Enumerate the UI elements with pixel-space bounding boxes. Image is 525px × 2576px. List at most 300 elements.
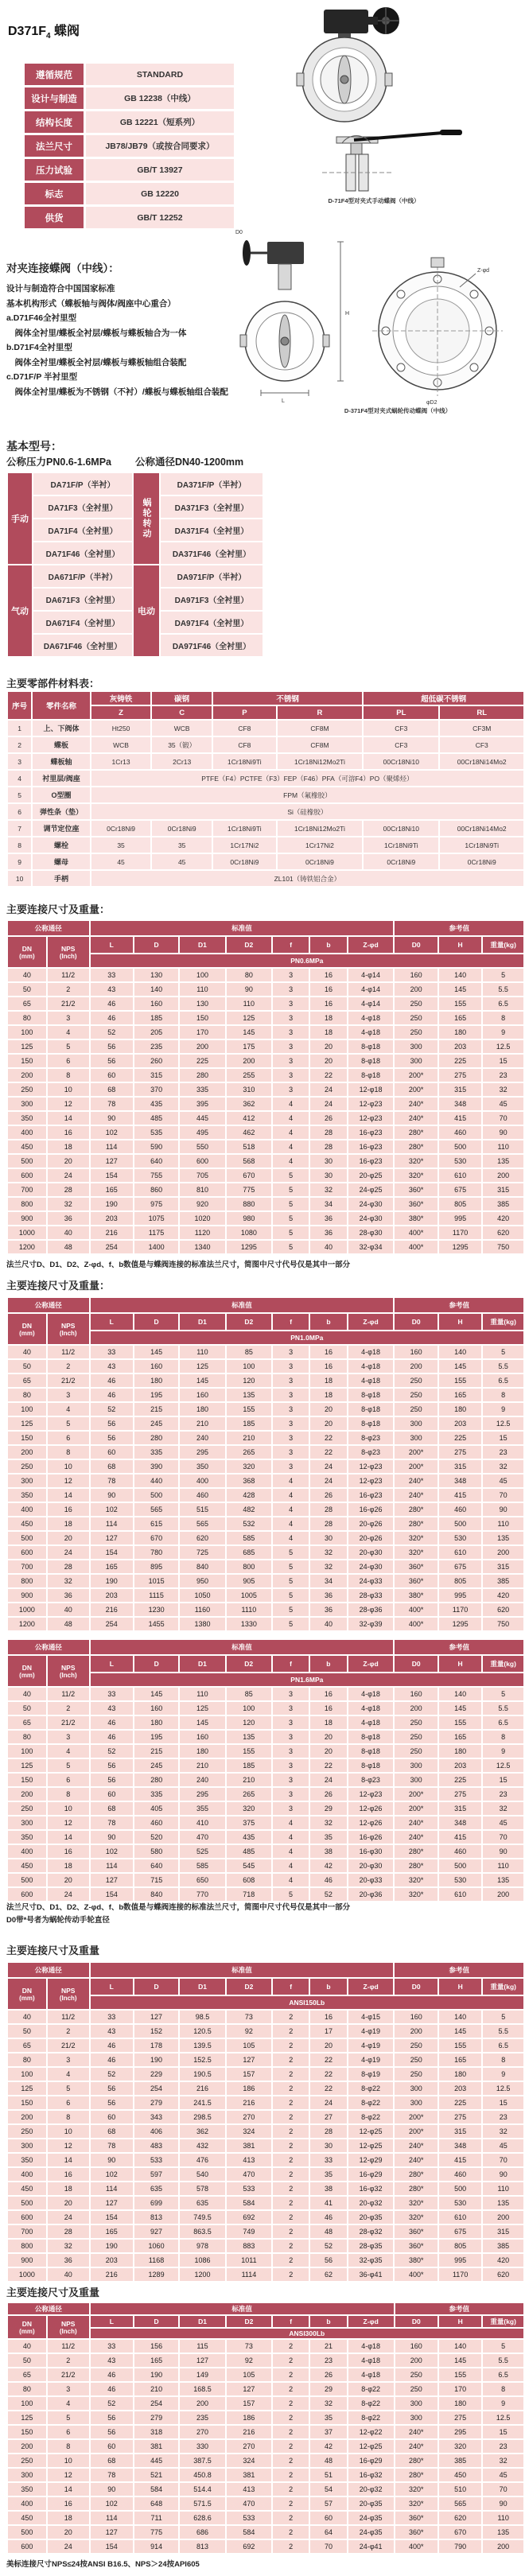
- cell: 4-φ18: [348, 2340, 394, 2353]
- table-row: [8, 1298, 523, 1312]
- cell: 395: [180, 1098, 224, 1110]
- table-row: [8, 1403, 523, 1416]
- table-row: [8, 1417, 523, 1430]
- col-group-header: 超低碳不锈钢: [364, 692, 523, 705]
- cell: 32: [483, 2125, 523, 2138]
- table-row: [8, 1517, 523, 1530]
- cell: 60: [91, 1446, 133, 1459]
- cell: 2: [273, 2182, 309, 2195]
- cell: 60: [91, 2440, 133, 2453]
- col-group-header: 公称通径: [8, 921, 89, 935]
- cell: 139.5: [180, 2039, 224, 2052]
- cell: 14: [48, 1112, 89, 1125]
- cell: 190: [91, 1198, 133, 1210]
- cell: 200: [227, 1055, 271, 1067]
- col-header: NPS (Inch): [48, 937, 89, 967]
- cell: 250: [395, 1731, 438, 1743]
- cell: 102: [91, 2168, 133, 2181]
- cell: 3: [273, 1688, 309, 1700]
- cell: 0Cr18Ni9: [440, 854, 523, 869]
- cell: 110: [483, 1859, 523, 1872]
- valve-front-drawing: [235, 3, 457, 127]
- model-cell: DA71F/P（半衬）: [33, 473, 132, 495]
- cell: 125: [8, 1759, 46, 1772]
- cell: 275: [439, 1446, 482, 1459]
- cell: 711: [134, 2512, 178, 2524]
- drawing1-caption: D-71F4型对夹式手动蝶阀（中线）: [328, 197, 420, 204]
- cell: 56: [91, 2426, 133, 2438]
- cell: 65: [8, 1716, 46, 1729]
- models-table: [6, 472, 264, 658]
- col-header: D1: [180, 2316, 225, 2327]
- cell: 995: [439, 1589, 482, 1602]
- cell: 155: [439, 1374, 482, 1387]
- table-row: [8, 2211, 523, 2224]
- cell: 125: [180, 1702, 224, 1715]
- cell: 280*: [395, 1503, 437, 1516]
- cell: 280: [180, 1069, 224, 1082]
- cell: 60: [310, 2512, 346, 2524]
- cell: 3: [273, 1802, 309, 1815]
- cell: 90: [91, 2483, 133, 2496]
- cell: 4: [273, 1816, 309, 1829]
- cell: 手柄: [33, 871, 89, 886]
- table-row: [8, 1874, 523, 1886]
- cell: 5.5: [483, 2354, 523, 2367]
- cell: 315: [439, 1460, 482, 1473]
- cell: 70: [483, 1831, 523, 1844]
- cell: 165: [439, 2053, 481, 2066]
- cell: 718: [227, 1888, 271, 1901]
- cell: 200*: [395, 1446, 437, 1459]
- table-row: [8, 2025, 523, 2038]
- cell: 700: [8, 1560, 46, 1573]
- cell: 406: [134, 2125, 178, 2138]
- cell: 180: [439, 1745, 481, 1758]
- cell: 18: [310, 1389, 346, 1401]
- cell: 462: [227, 1126, 271, 1139]
- cell: 320: [227, 1802, 271, 1815]
- cell: 120.5: [180, 2025, 224, 2038]
- cell: 20-φ35: [348, 2497, 394, 2510]
- cell: 6: [48, 1055, 89, 1067]
- cell: 229: [134, 2068, 178, 2081]
- cell: 30: [310, 2139, 346, 2152]
- table-row: [8, 2303, 523, 2314]
- cell: 145: [134, 1688, 178, 1700]
- cell: 26: [310, 1489, 346, 1502]
- pressure-class-header: PN0.6MPa: [91, 954, 523, 967]
- table-row: [8, 2182, 523, 2195]
- cell: 29: [310, 1802, 346, 1815]
- cell: 240*: [395, 1098, 437, 1110]
- cell: 450.8: [180, 2469, 225, 2481]
- cell: 1115: [134, 1589, 178, 1602]
- col-header: Z-φd: [348, 1314, 394, 1330]
- col-header: D0: [395, 1314, 437, 1330]
- table-row: [8, 2340, 523, 2353]
- cell: 195: [134, 1731, 178, 1743]
- cell: 260: [134, 1055, 178, 1067]
- cell: 405: [134, 1802, 178, 1815]
- cell: 1295: [439, 1618, 482, 1630]
- table-row: [25, 207, 234, 228]
- cell: 180: [439, 2397, 481, 2410]
- intro-line: 设计与制造符合中国国家标准: [6, 284, 115, 293]
- cell: 16-φ26: [348, 1831, 394, 1844]
- cell: 9: [483, 2397, 523, 2410]
- cell: 40: [8, 1346, 46, 1358]
- table-row: [8, 1788, 523, 1801]
- cell: 12.5: [483, 2082, 523, 2095]
- cell: 145: [439, 1360, 482, 1373]
- table-row: [8, 1745, 523, 1758]
- cell: 5: [273, 1183, 309, 1196]
- cell: 1011: [227, 2254, 271, 2267]
- cell: 250: [8, 1460, 46, 1473]
- cell: 978: [180, 2240, 224, 2252]
- cell: 125: [8, 2411, 46, 2424]
- cell: 2: [273, 2168, 309, 2181]
- cell: 810: [180, 1183, 224, 1196]
- cell: 245: [134, 1759, 178, 1772]
- dimension-table: [6, 919, 525, 1255]
- cell: 4-φ18: [348, 1374, 394, 1387]
- cell: 250: [8, 1802, 46, 1815]
- cell: CF8: [213, 737, 276, 752]
- cell: 413: [227, 2154, 271, 2166]
- cell: 315: [134, 1069, 178, 1082]
- table-row: [8, 2454, 523, 2467]
- cell: 80: [227, 969, 271, 981]
- cell: 5: [483, 2011, 523, 2023]
- table-row: [8, 1474, 523, 1487]
- cell: 215: [134, 1403, 178, 1416]
- cell: 12: [48, 2139, 89, 2152]
- cell: 620: [180, 1532, 224, 1544]
- cell: 3: [273, 1055, 309, 1067]
- table-row: [8, 1802, 523, 1815]
- cell: 28-φ36: [348, 1603, 394, 1616]
- intro-line: 阀体全衬里/蝶板全衬层/蝶板与蝶板轴组合装配: [6, 357, 187, 367]
- cell: 6: [8, 804, 31, 819]
- col-header: NPS (Inch): [48, 1979, 89, 2009]
- cell: 34: [310, 1575, 346, 1587]
- col-header: D0: [395, 937, 437, 953]
- cell: 6.5: [483, 1716, 523, 1729]
- cell: 6.5: [483, 997, 523, 1010]
- cell: 280*: [395, 1140, 437, 1153]
- cell: 140: [439, 2340, 481, 2353]
- cell: 240*: [395, 1474, 437, 1487]
- cell: 620: [483, 1226, 523, 1239]
- cell: 578: [180, 2182, 224, 2195]
- cell: 33: [310, 2154, 346, 2166]
- cell: 500: [439, 1517, 482, 1530]
- cell: 210: [134, 2383, 178, 2395]
- cell: 790: [439, 2540, 481, 2553]
- table-row: [8, 2483, 523, 2496]
- cell: 16-φ23: [348, 1155, 394, 1168]
- cell: 335: [134, 1788, 178, 1801]
- cell: 24: [310, 1098, 346, 1110]
- cell: 240: [180, 1432, 224, 1444]
- cell: 250: [395, 1374, 437, 1387]
- cell: 254: [91, 1241, 133, 1253]
- cell: 275: [439, 2411, 481, 2424]
- cell: 1200: [180, 2268, 224, 2281]
- cell: 00Cr18Ni14Mo2: [440, 821, 523, 836]
- cell: 70: [310, 2540, 346, 2553]
- cell: 400*: [395, 1241, 437, 1253]
- cell: 16: [310, 2011, 346, 2023]
- table-row: [8, 1346, 523, 1358]
- cell: 114: [91, 1140, 133, 1153]
- cell: 15: [483, 1432, 523, 1444]
- cell: 2: [273, 2397, 309, 2410]
- cell: 245: [134, 1417, 178, 1430]
- cell: 749: [227, 2225, 271, 2238]
- cell: 56: [91, 1759, 133, 1772]
- table-row: [25, 183, 234, 204]
- cell: 16-φ32: [348, 2469, 394, 2481]
- cell: 1175: [134, 1226, 178, 1239]
- cell: 36-φ41: [348, 2268, 394, 2281]
- cell: 265: [227, 1788, 271, 1801]
- col-header: f: [273, 2316, 309, 2327]
- cell: 216: [180, 2082, 224, 2095]
- diameter-range: 公称通径DN40-1200mm: [135, 457, 244, 468]
- col-header: H: [439, 937, 482, 953]
- cell: 16: [48, 2497, 89, 2510]
- table-row: [8, 997, 523, 1010]
- table-row: [8, 2368, 523, 2381]
- col-header: b: [310, 937, 346, 953]
- cell: 387.5: [180, 2454, 225, 2467]
- table-row: [8, 983, 523, 996]
- cell: 0Cr18Ni9: [278, 854, 362, 869]
- table-row: [8, 854, 523, 869]
- cell: 692: [227, 2211, 271, 2224]
- cell: 385: [439, 2454, 481, 2467]
- cell: 70: [483, 1112, 523, 1125]
- cell: 4: [273, 1126, 309, 1139]
- cell: 18: [48, 1517, 89, 1530]
- cell: 350: [180, 1460, 224, 1473]
- cell: 145: [180, 1716, 224, 1729]
- col-header: D2: [227, 1314, 271, 1330]
- table-row: [8, 871, 523, 886]
- cell: 5: [48, 1759, 89, 1772]
- cell: 203: [439, 2082, 481, 2095]
- cell: 210: [180, 1417, 224, 1430]
- cell: 4: [48, 2397, 89, 2410]
- cell: 428: [227, 1489, 271, 1502]
- cell: 23: [483, 1069, 523, 1082]
- cell: 348: [439, 1098, 482, 1110]
- cell: 1086: [180, 2254, 224, 2267]
- cell: 350: [8, 1112, 46, 1125]
- cell: 145: [439, 1702, 481, 1715]
- cell: 155: [227, 1403, 271, 1416]
- cell: 70: [483, 2483, 523, 2496]
- cell: 435: [134, 1098, 178, 1110]
- cell: 460: [439, 1845, 481, 1858]
- cell: 265: [227, 1446, 271, 1459]
- col-group-header: 标准值: [91, 1640, 394, 1654]
- cell: 4: [273, 1831, 309, 1844]
- table-row: [8, 1560, 523, 1573]
- cell: 186: [227, 2411, 271, 2424]
- cell: 22: [310, 1069, 346, 1082]
- spec-value: GB 12221（短系列）: [86, 111, 234, 133]
- cell: 4-φ19: [348, 2025, 394, 2038]
- cell: 165: [91, 1560, 133, 1573]
- cell: 320*: [395, 1155, 437, 1168]
- cell: 4: [273, 1859, 309, 1872]
- cell: 102: [91, 1503, 133, 1516]
- cell: 6: [48, 2426, 89, 2438]
- cell: 85: [227, 1688, 271, 1700]
- col-header: C: [152, 706, 212, 719]
- cell: 3: [273, 1374, 309, 1387]
- cell: 895: [134, 1560, 178, 1573]
- cell: 90: [483, 2497, 523, 2510]
- cell: 46: [91, 2383, 133, 2395]
- cell: 46: [91, 1389, 133, 1401]
- cell: 415: [439, 1112, 482, 1125]
- cell: 610: [439, 1888, 481, 1901]
- cell: 200*: [395, 1069, 437, 1082]
- spec-value: GB/T 12252: [86, 207, 234, 228]
- note-2b: D0带*号者为蜗轮传动手轮直径: [6, 1916, 110, 1925]
- cell: 16: [310, 1688, 346, 1700]
- cell: 280*: [395, 2182, 437, 2195]
- cell: 315: [483, 1183, 523, 1196]
- cell: 8-φ18: [348, 1069, 394, 1082]
- intro-line: a.D71F46全衬里型: [6, 313, 77, 323]
- cell: 4: [48, 1026, 89, 1039]
- cell: 1000: [8, 1226, 46, 1239]
- cell: 715: [134, 1874, 178, 1886]
- cell: 200: [180, 1040, 224, 1053]
- cell: 127: [227, 2053, 271, 2066]
- cell: 5: [48, 2411, 89, 2424]
- cell: 3: [273, 1040, 309, 1053]
- cell: 165: [439, 1731, 481, 1743]
- table-row: [25, 111, 234, 133]
- model-cell: DA671F46（全衬里）: [33, 635, 132, 656]
- cell: 1400: [134, 1241, 178, 1253]
- cell: 775: [227, 1183, 271, 1196]
- cell: 254: [134, 2082, 178, 2095]
- cell: 2: [273, 2068, 309, 2081]
- cell: 280*: [395, 1859, 438, 1872]
- cell: 3: [273, 1069, 309, 1082]
- col-group-header: 参考值: [395, 1963, 523, 1977]
- model-cell: DA371F3（全衬里）: [161, 496, 262, 518]
- cell: 320*: [395, 2197, 437, 2209]
- cell: 6: [48, 1774, 89, 1786]
- cell: 27: [310, 2111, 346, 2123]
- table-row: [8, 2497, 523, 2510]
- cell: 56: [310, 2254, 346, 2267]
- cell: 40: [8, 2011, 46, 2023]
- cell: 38: [310, 1845, 346, 1858]
- table-row: [25, 135, 234, 157]
- cell: 157: [227, 2397, 271, 2410]
- cell: 200*: [395, 1802, 438, 1815]
- cell: 300: [395, 1417, 437, 1430]
- cell: 12-φ25: [348, 2440, 394, 2453]
- cell: 800: [8, 2240, 46, 2252]
- table-row: [8, 969, 523, 981]
- cell: 160: [395, 1688, 438, 1700]
- cell: 450: [8, 1517, 46, 1530]
- cell: 2: [273, 2483, 309, 2496]
- cell: 127: [180, 2354, 225, 2367]
- cell: 500: [439, 1140, 482, 1153]
- cell: 5: [273, 1603, 309, 1616]
- cell: 385: [483, 1198, 523, 1210]
- cell: 105: [227, 2368, 271, 2381]
- cell: 12-φ29: [348, 2154, 394, 2166]
- cell: 1200: [8, 1241, 46, 1253]
- cell: 154: [91, 2211, 133, 2224]
- intro-line: 阀体全衬里/蝶板为不锈钢（不衬）/蝶板与蝶板轴组合装配: [6, 387, 228, 397]
- cell: 5.5: [483, 983, 523, 996]
- table-row: [8, 1603, 523, 1616]
- spec-value: JB78/JB79（或按合同要求）: [86, 135, 234, 157]
- cell: 56: [91, 1774, 133, 1786]
- cell: 22: [310, 1446, 346, 1459]
- table-row: [8, 1360, 523, 1373]
- cell: 250: [395, 2053, 437, 2066]
- table-row: [8, 2053, 523, 2066]
- cell: 45: [483, 1098, 523, 1110]
- cell: 21/2: [48, 997, 89, 1010]
- cell: 150: [8, 2096, 46, 2109]
- cell: 46: [91, 997, 133, 1010]
- cell: 385: [483, 1575, 523, 1587]
- cell: 125: [8, 1040, 46, 1053]
- cell: 3: [273, 1432, 309, 1444]
- intro-line: c.D71F/P 半衬里型: [6, 372, 78, 382]
- cell: 127: [91, 1874, 133, 1886]
- cell: 16-φ29: [348, 2168, 394, 2181]
- note-bottom: 美标连接尺寸NPS≤24按ANSI B16.5、NPS＞24按API605: [6, 2560, 200, 2569]
- cell: 775: [134, 2526, 178, 2539]
- table-row: [8, 1126, 523, 1139]
- cell: 160: [134, 1360, 178, 1373]
- pressure-range: 公称压力PN0.6-1.6MPa: [6, 457, 111, 468]
- cell: 20: [310, 1403, 346, 1416]
- table-row: [8, 1460, 523, 1473]
- cell: 100: [8, 1745, 46, 1758]
- cell: 78: [91, 1816, 133, 1829]
- cell: 20: [310, 1731, 346, 1743]
- cell: 640: [134, 1155, 178, 1168]
- cell: 640: [134, 1859, 178, 1872]
- cell: 45: [483, 2469, 523, 2481]
- cell: 135: [483, 1874, 523, 1886]
- col-header: H: [439, 2316, 481, 2327]
- cell: 280*: [395, 2454, 438, 2467]
- cell: 145: [439, 2025, 481, 2038]
- cell: 6.5: [483, 2368, 523, 2381]
- cell: 533: [134, 2154, 178, 2166]
- cell: 254: [134, 2397, 178, 2410]
